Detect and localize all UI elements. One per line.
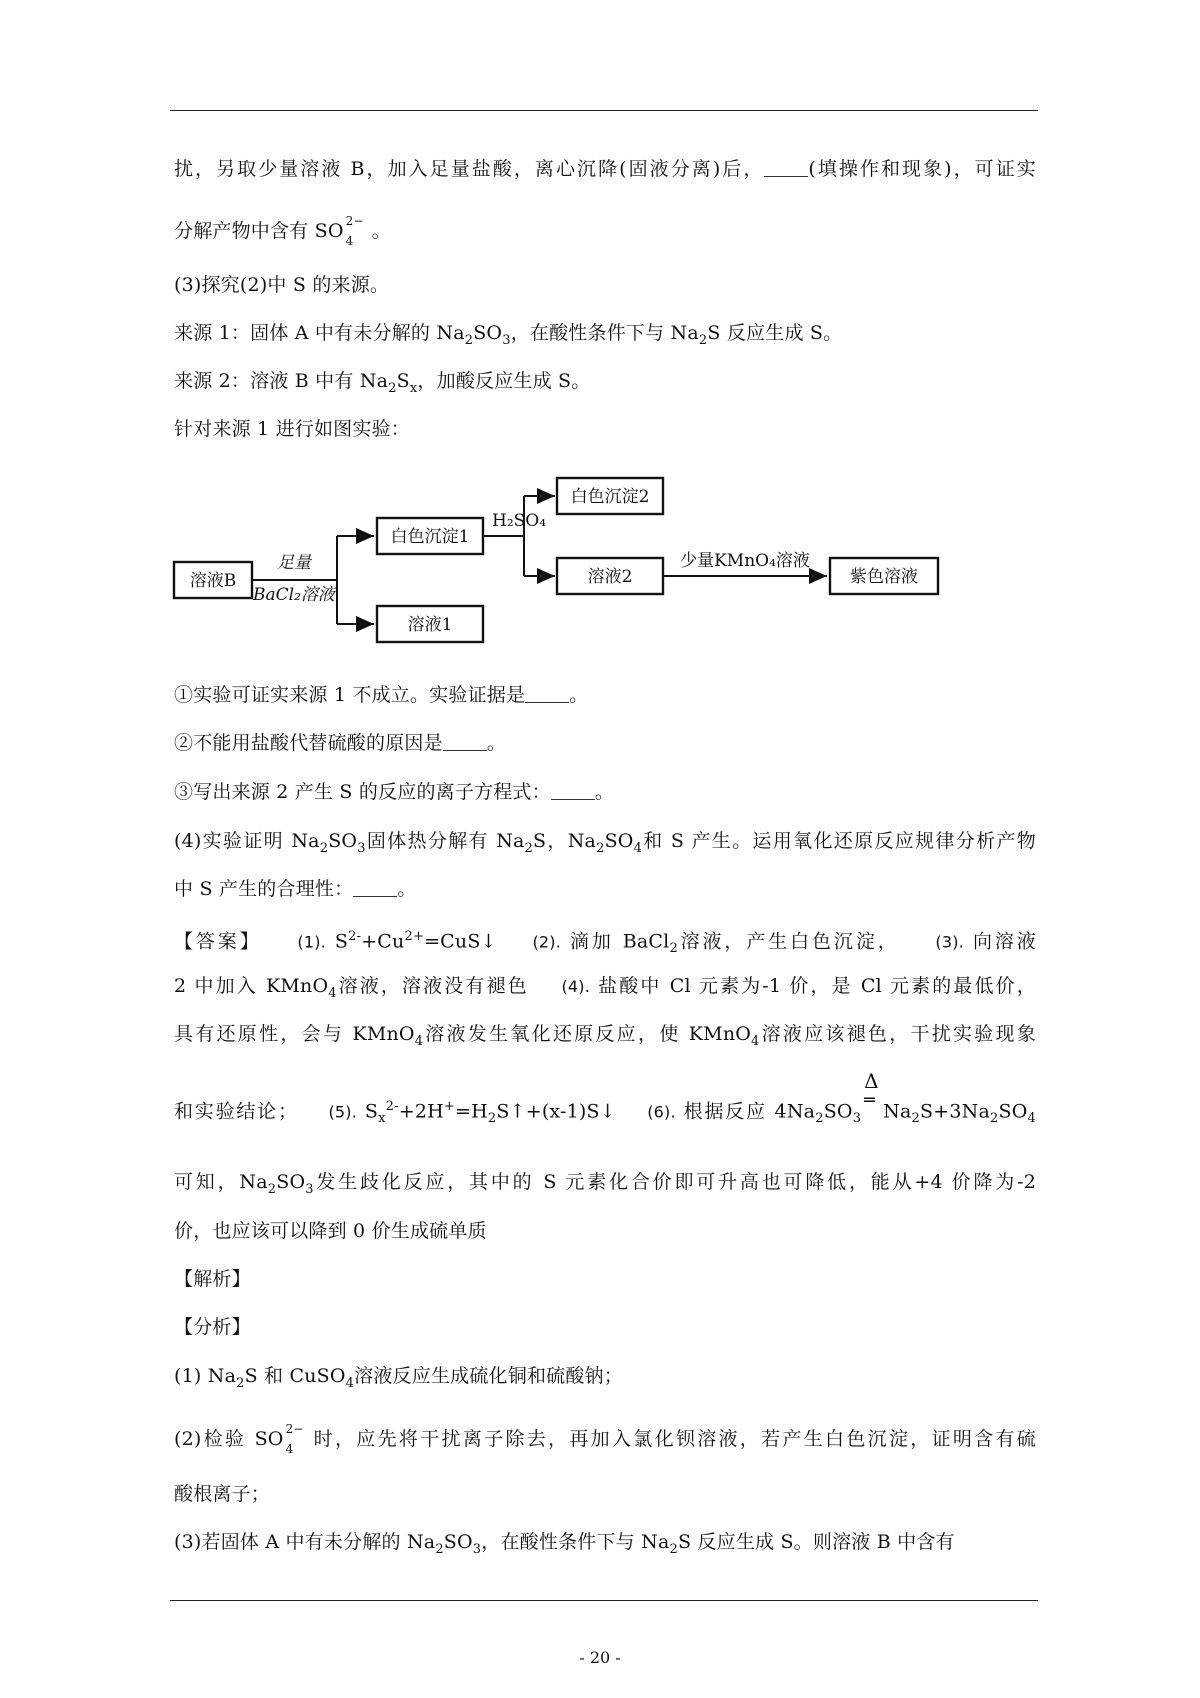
answer-blank: [525, 684, 569, 703]
text-line: 扰，另取少量溶液 B，加入足量盐酸，离心沉降(固液分离)后， (填操作和现象)，可证实: [174, 158, 1036, 180]
white-precipitate-2-label: 白色沉淀2: [570, 487, 650, 507]
white-precipitate-1-label: 白色沉淀1: [390, 527, 470, 547]
sulfate-ion-charge: 2− 4: [285, 1422, 304, 1456]
answer-line: 具有还原性，会与 KMnO$_4$溶液发生氧化还原反应，使 KMnO$_4$溶液应该褪色，干扰实验现象: [174, 1023, 1037, 1049]
text-line: 针对来源 1 进行如图实验：: [174, 418, 410, 440]
answer-blank: [551, 781, 595, 800]
solution-2-box: [557, 558, 663, 594]
kmno4-label: 少量KMnO₄溶液: [680, 551, 810, 571]
solution-b-label: 溶液B: [189, 571, 237, 591]
solution-1-box: [377, 606, 483, 642]
solution-1-label: 溶液1: [407, 615, 453, 635]
answer-blank: [353, 878, 397, 897]
text-line: ①实验可证实来源 1 不成立。实验证据是 。: [174, 684, 589, 706]
answer-blank: [764, 158, 808, 177]
text-line: (3)探究(2)中 S 的来源。: [174, 274, 390, 296]
text-line: 中 S 产生的合理性： 。: [174, 878, 417, 900]
purple-solution-label: 紫色溶液: [850, 567, 918, 587]
analysis-line: (2)检验 SO 2− 4 时，应先将干扰离子除去，再加入氯化钡溶液，若产生白色沉淀，证明含有硫: [174, 1422, 1036, 1456]
reagent-bottom-label: BaCl₂溶液: [253, 585, 335, 605]
solution-b-box: [174, 562, 252, 598]
text-line: 来源 2：溶液 B 中有 $Na_2S_x$，加酸反应生成 S。: [174, 370, 591, 396]
answer-line: 和实验结论； (5). $S_x^{2-}+2H^+=H_2S↑+(x-1)S↓$ (6). 根据反应 $4Na_2SO_3$ Δ ═ $Na_2S+3Na_2SO_4$: [174, 1069, 1036, 1127]
text-line: 分解产物中含有 SO 2− 4 。: [174, 214, 391, 248]
text-line: ②不能用盐酸代替硫酸的原因是 。: [174, 732, 507, 754]
text-line: 来源 1：固体 A 中有未分解的 $Na_2SO_3$，在酸性条件下与 $Na_2S$ 反应生成 S。: [174, 322, 843, 348]
page-number: - 20 -: [579, 1648, 621, 1667]
section-fenxi: 【分析】: [174, 1316, 251, 1338]
answer-line: 2 中加入 KMnO$_4$溶液，溶液没有褪色 (4). 盐酸中 Cl 元素为-1 价，是 Cl 元素的最低价，: [174, 975, 1036, 1001]
experiment-flowchart: [172, 487, 962, 670]
solution-2-label: 溶液2: [587, 567, 633, 587]
reagent-top-label: 足量: [277, 553, 311, 573]
analysis-line: 酸根离子；: [174, 1483, 271, 1505]
answer-line: 【答案】 (1). $S^{2-}+Cu^{2+}=CuS↓$ (2). 滴加 BaCl$_2$溶液，产生白色沉淀， (3). 向溶液: [174, 929, 1036, 957]
heating-equals-sign: Δ ═: [864, 1069, 879, 1112]
section-jiexi: 【解析】: [174, 1268, 251, 1290]
answer-line: 可知，$Na_2SO_3$发生歧化反应，其中的 S 元素化合价即可升高也可降低，能从+4 价降为-2: [174, 1171, 1036, 1197]
white-precipitate-2-box: [557, 478, 663, 514]
header-rule: [170, 110, 1038, 111]
answer-blank: [443, 732, 487, 751]
acid-label: H₂SO₄: [492, 511, 547, 531]
footer-rule: [170, 1600, 1038, 1601]
white-precipitate-1-box: [377, 518, 483, 554]
text-line: ③写出来源 2 产生 S 的反应的离子方程式： 。: [174, 781, 615, 803]
text-line: (4)实验证明 $Na_2SO_3$固体热分解有 $Na_2S$，$Na_2SO_4$和 S 产生。运用氧化还原反应规律分析产物: [174, 830, 1037, 856]
sulfate-ion-charge: 2− 4: [345, 214, 364, 248]
purple-solution-box: [830, 558, 938, 594]
analysis-line: (1) $Na_2S$ 和 CuSO$_4$溶液反应生成硫化铜和硫酸钠；: [174, 1365, 623, 1391]
answer-line: 价，也应该可以降到 0 价生成硫单质: [174, 1220, 487, 1242]
analysis-line: (3)若固体 A 中有未分解的 $Na_2SO_3$，在酸性条件下与 $Na_2S$ 反应生成 S。则溶液 B 中含有: [174, 1531, 955, 1557]
